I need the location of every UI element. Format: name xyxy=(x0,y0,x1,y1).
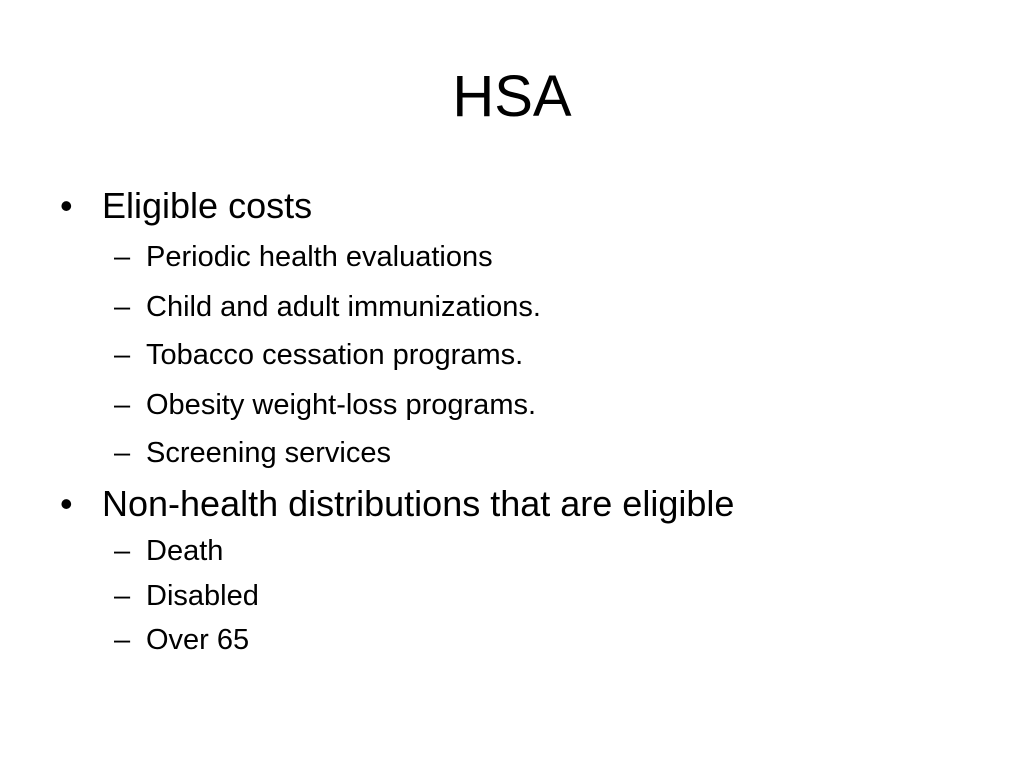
sub-marker: – xyxy=(114,241,131,273)
sub-marker: – xyxy=(114,389,131,421)
subitem-text: Death xyxy=(146,535,224,567)
subitem-text: Over 65 xyxy=(146,624,250,656)
sub-marker: – xyxy=(114,624,131,656)
bullet-marker: • xyxy=(60,483,73,524)
subitem-text: Screening services xyxy=(146,437,391,469)
sub-marker: – xyxy=(114,339,131,371)
slide-title: HSA xyxy=(452,64,572,129)
bullet-text: Non-health distributions that are eligible xyxy=(102,483,735,524)
bullet-marker: • xyxy=(60,185,73,226)
sub-marker: – xyxy=(114,580,131,612)
sub-marker: – xyxy=(114,535,131,567)
subitem-text: Disabled xyxy=(146,580,259,612)
sub-marker: – xyxy=(114,437,131,469)
sub-marker: – xyxy=(114,291,131,323)
subitem-text: Child and adult immunizations. xyxy=(146,291,541,323)
bullet-text: Eligible costs xyxy=(102,185,313,226)
subitem-text: Obesity weight-loss programs. xyxy=(146,389,537,421)
subitem-text: Periodic health evaluations xyxy=(146,241,493,273)
subitem-text: Tobacco cessation programs. xyxy=(146,339,524,371)
